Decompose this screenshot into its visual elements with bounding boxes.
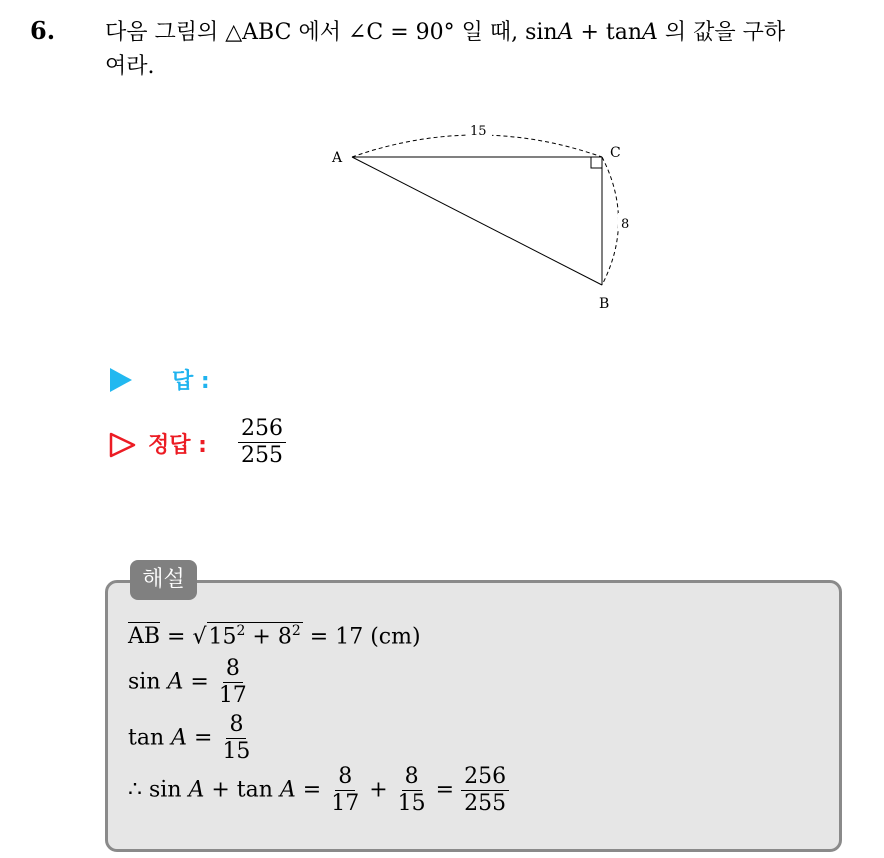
right-angle-marker [591, 157, 602, 168]
final-eq-2: = [428, 777, 462, 803]
correct-answer-numerator: 256 [238, 416, 286, 443]
final-fraction-2 [395, 764, 429, 817]
solution-result-1: = 17 (cm) [302, 624, 421, 650]
final-var-a-2: A [279, 777, 296, 803]
final-result-denominator: 255 [464, 791, 507, 816]
tan-denominator: 15 [222, 739, 251, 764]
question-text-part1: 다음 그림의 △ABC 에서 ∠C = 90° 일 때, sin [105, 20, 558, 45]
tan-label: tan [128, 725, 172, 751]
sin-var-a: A [167, 669, 184, 695]
triangle-diagram [320, 115, 650, 320]
final-plus-tan: + tan [204, 777, 280, 803]
question-text-line2: 여라. [105, 54, 155, 79]
final-f2-numerator: 8 [402, 764, 422, 791]
question-var-a-2: A [642, 20, 658, 45]
question-text [105, 16, 865, 84]
label-c: C [610, 145, 621, 161]
final-f1-numerator: 8 [335, 764, 355, 791]
tan-var-a: A [171, 725, 188, 751]
final-var-a-1: A [188, 777, 205, 803]
final-plus: + [362, 777, 395, 803]
sin-numerator: 8 [223, 656, 243, 683]
answer-play-icon [110, 368, 132, 392]
question-number: 6. [30, 16, 56, 45]
sqrt-plus: + [245, 624, 278, 650]
tan-numerator: 8 [226, 712, 246, 739]
final-result-fraction [461, 764, 509, 817]
solution-eq-1: = [160, 624, 193, 650]
question-plus-tan: + tan [573, 20, 643, 45]
sin-eq: = [183, 669, 216, 695]
arc-bc [602, 157, 619, 285]
side-bc-label: 8 [621, 217, 630, 232]
side-ac-label: 15 [470, 124, 487, 139]
label-a: A [332, 150, 343, 166]
final-fraction-1 [328, 764, 362, 817]
final-result-numerator: 256 [461, 764, 509, 791]
sin-label: sin [128, 669, 168, 695]
tan-fraction [219, 712, 253, 765]
segment-ab: AB [128, 624, 161, 650]
solution-line-1 [128, 622, 421, 649]
final-f2-denominator: 15 [397, 791, 426, 816]
question-text-part2: 의 값을 구하 [657, 20, 786, 45]
sqrt-base-8: 8 [277, 624, 292, 650]
correct-answer-label: 정답 : [148, 433, 207, 458]
correct-answer-play-outline-icon [108, 430, 138, 460]
solution-tab: 해설 [130, 560, 197, 600]
therefore-sin: ∴ sin [128, 777, 189, 803]
sqrt-base-15: 15 [208, 624, 237, 650]
sin-denominator: 17 [218, 683, 247, 708]
solution-line-3 [128, 712, 253, 765]
question-var-a: A [557, 20, 574, 45]
sin-fraction [216, 656, 250, 709]
sqrt-icon: √ [192, 624, 207, 650]
correct-answer-fraction [238, 416, 286, 469]
final-eq-1: = [295, 777, 329, 803]
tan-eq: = [187, 725, 220, 751]
answer-blank-label: 답 : [172, 369, 210, 394]
final-f1-denominator: 17 [331, 791, 360, 816]
side-ab-line [352, 157, 602, 285]
sqrt-content [207, 622, 303, 649]
label-b: B [599, 296, 610, 312]
correct-answer-denominator: 255 [241, 443, 283, 468]
correct-answer-value [238, 416, 286, 469]
sqrt-exp-1: 2 [236, 623, 246, 639]
solution-line-2 [128, 656, 250, 709]
sqrt-exp-2: 2 [291, 623, 301, 639]
solution-line-4 [128, 764, 509, 817]
